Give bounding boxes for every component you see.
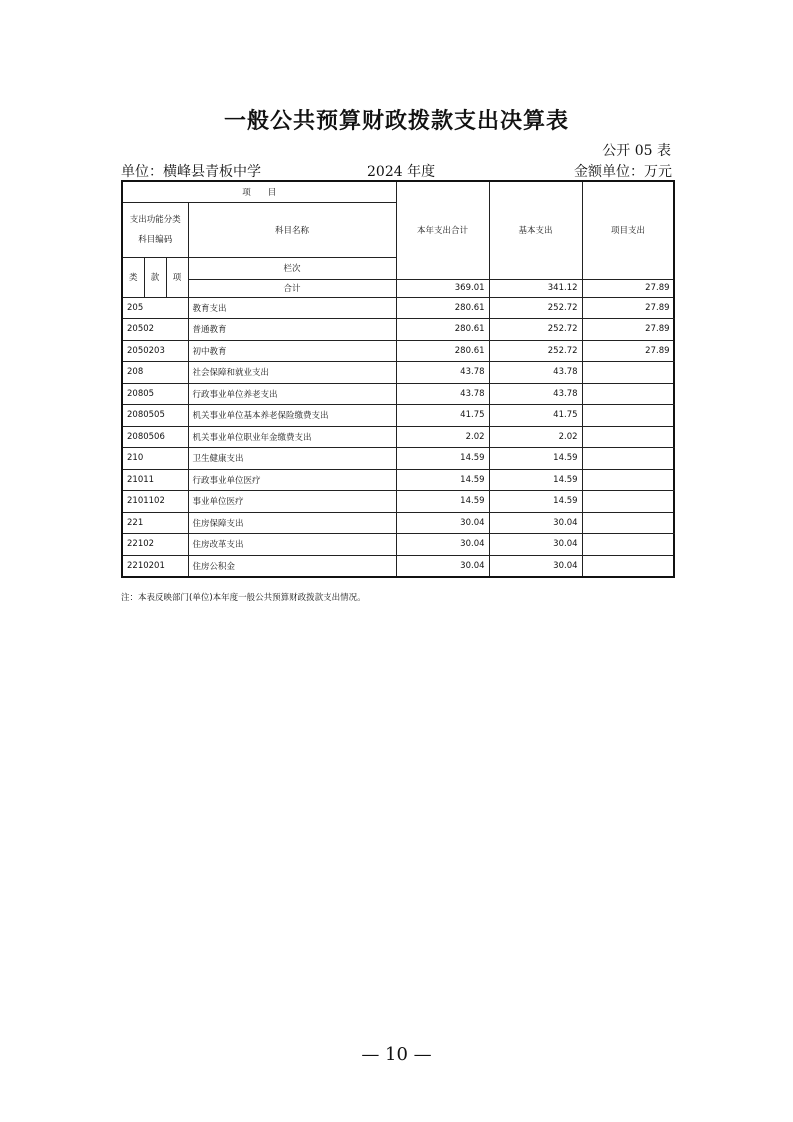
header-func-code-line1: 支出功能分类 [129,215,181,225]
row-basic: 14.59 [489,448,582,470]
row-basic: 30.04 [489,534,582,556]
table-row [122,319,674,341]
year-label: 2024 年度 [367,164,436,180]
form-number: 公开 05 表 [602,143,671,159]
row-code: 20502 [122,319,188,341]
table-row [122,426,674,448]
row-name: 事业单位医疗 [188,491,396,513]
row-project [582,512,674,534]
row-project [582,491,674,513]
row-code: 20805 [122,383,188,405]
row-total: 14.59 [396,448,489,470]
sum-label: 合计 [188,279,396,297]
row-name: 普通教育 [188,319,396,341]
row-name: 教育支出 [188,297,396,319]
row-project [582,426,674,448]
table-note: 注：本表反映部门(单位)本年度一般公共预算财政拨款支出情况。 [121,593,366,603]
table-row [122,469,674,491]
row-basic: 30.04 [489,512,582,534]
row-basic: 252.72 [489,340,582,362]
row-total: 280.61 [396,297,489,319]
row-total: 280.61 [396,340,489,362]
header-project: 项目支出 [582,181,674,279]
row-total: 30.04 [396,534,489,556]
row-name: 机关事业单位基本养老保险缴费支出 [188,405,396,427]
row-total: 43.78 [396,362,489,384]
table-row [122,512,674,534]
table-row [122,297,674,319]
row-name: 行政事业单位养老支出 [188,383,396,405]
row-basic: 41.75 [489,405,582,427]
page-number: — 10 — [361,1044,432,1065]
row-code: 2080506 [122,426,188,448]
row-project: 27.89 [582,319,674,341]
table-row [122,491,674,513]
header-func-code [122,203,188,258]
row-basic: 14.59 [489,491,582,513]
row-project [582,469,674,491]
row-project: 27.89 [582,297,674,319]
table-row [122,405,674,427]
amount-unit-label: 金额单位：万元 [574,164,672,180]
header-kuan: 款 [144,258,166,298]
row-project [582,362,674,384]
table-row [122,448,674,470]
header-lei: 类 [122,258,144,298]
row-name: 行政事业单位医疗 [188,469,396,491]
expenditure-table [121,180,675,578]
row-code: 21011 [122,469,188,491]
row-project [582,405,674,427]
sum-basic: 341.12 [489,279,582,297]
row-total: 30.04 [396,512,489,534]
table-row [122,340,674,362]
row-name: 初中教育 [188,340,396,362]
row-total: 14.59 [396,491,489,513]
header-item: 项 目 [122,181,396,203]
unit-label: 单位：横峰县青板中学 [121,164,261,180]
row-name: 社会保障和就业支出 [188,362,396,384]
row-project [582,448,674,470]
table-row [122,383,674,405]
header-func-code-line2: 科目编码 [138,235,173,245]
meta-line [121,161,672,179]
header-subject-name: 科目名称 [188,203,396,258]
sum-total: 369.01 [396,279,489,297]
row-project [582,555,674,577]
row-code: 2101102 [122,491,188,513]
row-total: 43.78 [396,383,489,405]
row-project [582,534,674,556]
row-total: 2.02 [396,426,489,448]
page-title: 一般公共预算财政拨款支出决算表 [223,109,569,134]
row-basic: 43.78 [489,383,582,405]
row-name: 住房保障支出 [188,512,396,534]
table-row [122,534,674,556]
row-code: 210 [122,448,188,470]
row-basic: 14.59 [489,469,582,491]
row-name: 机关事业单位职业年金缴费支出 [188,426,396,448]
row-basic: 252.72 [489,319,582,341]
row-name: 住房改革支出 [188,534,396,556]
table-row [122,362,674,384]
row-code: 2050203 [122,340,188,362]
row-project: 27.89 [582,340,674,362]
row-project [582,383,674,405]
header-total: 本年支出合计 [396,181,489,279]
header-row-1 [122,181,674,203]
row-total: 30.04 [396,555,489,577]
row-basic: 30.04 [489,555,582,577]
header-xiang: 项 [166,258,188,298]
table-row [122,555,674,577]
sum-row [122,279,674,297]
sum-project: 27.89 [582,279,674,297]
row-code: 2080505 [122,405,188,427]
row-total: 280.61 [396,319,489,341]
row-total: 41.75 [396,405,489,427]
row-name: 卫生健康支出 [188,448,396,470]
row-code: 22102 [122,534,188,556]
header-column-order: 栏次 [188,258,396,280]
row-total: 14.59 [396,469,489,491]
row-code: 208 [122,362,188,384]
row-basic: 252.72 [489,297,582,319]
row-code: 205 [122,297,188,319]
row-basic: 2.02 [489,426,582,448]
row-name: 住房公积金 [188,555,396,577]
row-code: 2210201 [122,555,188,577]
row-code: 221 [122,512,188,534]
row-basic: 43.78 [489,362,582,384]
header-basic: 基本支出 [489,181,582,279]
